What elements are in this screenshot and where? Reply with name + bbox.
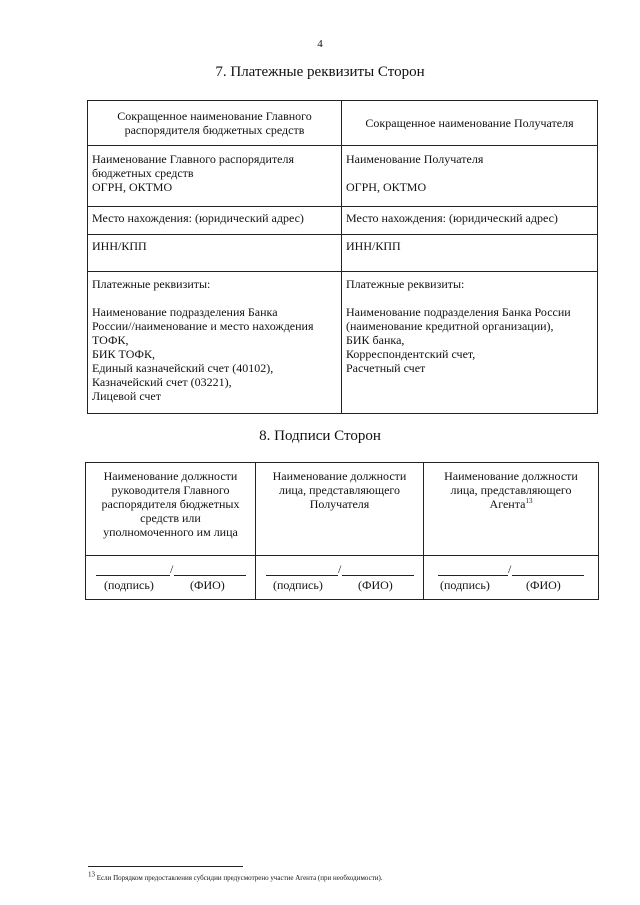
signature-cell-agent	[424, 556, 599, 600]
header-cell-recipient: Сокращенное наименование Получателя	[342, 101, 598, 146]
payment-cell-manager: Платежные реквизиты: Наименование подразделения Банка России//наименование и место нахождения ТОФК, БИК ТОФК, Единый казначейский счет (40102), Казначейский счет (03221), Лицевой счет	[88, 272, 342, 414]
name-label: (ФИО)	[190, 578, 225, 592]
name-cell-manager: Наименование Главного распорядителя бюджетных средств ОГРН, ОКТМО	[88, 146, 342, 207]
name-line	[174, 575, 246, 576]
sign-label: (подпись)	[440, 578, 490, 592]
signature-header-recipient: Наименование должности лица, представляющего Получателя	[256, 463, 424, 556]
signature-line	[438, 575, 508, 576]
footnote-ref: 13	[525, 497, 533, 505]
signature-line	[96, 575, 170, 576]
sign-label: (подпись)	[104, 578, 154, 592]
signature-header-manager: Наименование должности руководителя Главного распорядителя бюджетных средств или уполномоченного им лица	[86, 463, 256, 556]
name-line	[512, 575, 584, 576]
signature-cell-manager	[86, 556, 256, 600]
name-cell-recipient: Наименование Получателя ОГРН, ОКТМО	[342, 146, 598, 207]
signature-line	[266, 575, 338, 576]
table-row	[86, 463, 599, 556]
table-row	[88, 272, 598, 414]
name-label: (ФИО)	[358, 578, 393, 592]
inn-cell-recipient: ИНН/КПП	[342, 235, 598, 272]
signature-cell-recipient	[256, 556, 424, 600]
signature-slash: /	[170, 562, 174, 576]
header-cell-manager: Сокращенное наименование Главного распорядителя бюджетных средств	[88, 101, 342, 146]
signature-header-agent: Наименование должности лица, представляющего Агента$^{13}$	[424, 463, 599, 556]
inn-cell-manager: ИНН/КПП	[88, 235, 342, 272]
name-label: (ФИО)	[526, 578, 561, 592]
address-cell-recipient: Место нахождения: (юридический адрес)	[342, 207, 598, 235]
signature-slash: /	[508, 562, 512, 576]
address-cell-manager: Место нахождения: (юридический адрес)	[88, 207, 342, 235]
sign-label: (подпись)	[273, 578, 323, 592]
payment-cell-recipient: Платежные реквизиты: Наименование подразделения Банка России (наименование кредитной организации), БИК банка, Корреспондентский счет, Расчетный счет	[342, 272, 598, 414]
page-number: 4	[317, 38, 323, 50]
payment-details-table	[87, 100, 598, 414]
table-row	[88, 207, 598, 235]
name-line	[342, 575, 414, 576]
signatures-table	[85, 462, 599, 600]
section-8-title: 8. Подписи Сторон	[259, 428, 381, 444]
table-row	[88, 101, 598, 146]
table-row	[88, 146, 598, 207]
table-row	[86, 556, 599, 600]
signature-slash: /	[338, 562, 342, 576]
table-row	[88, 235, 598, 272]
footnote-divider	[88, 866, 243, 867]
footnote: 13 Если Порядком предоставления субсидии предусмотрено участие Агента (при необходимости).	[88, 870, 383, 882]
section-7-title: 7. Платежные реквизиты Сторон	[215, 64, 425, 80]
